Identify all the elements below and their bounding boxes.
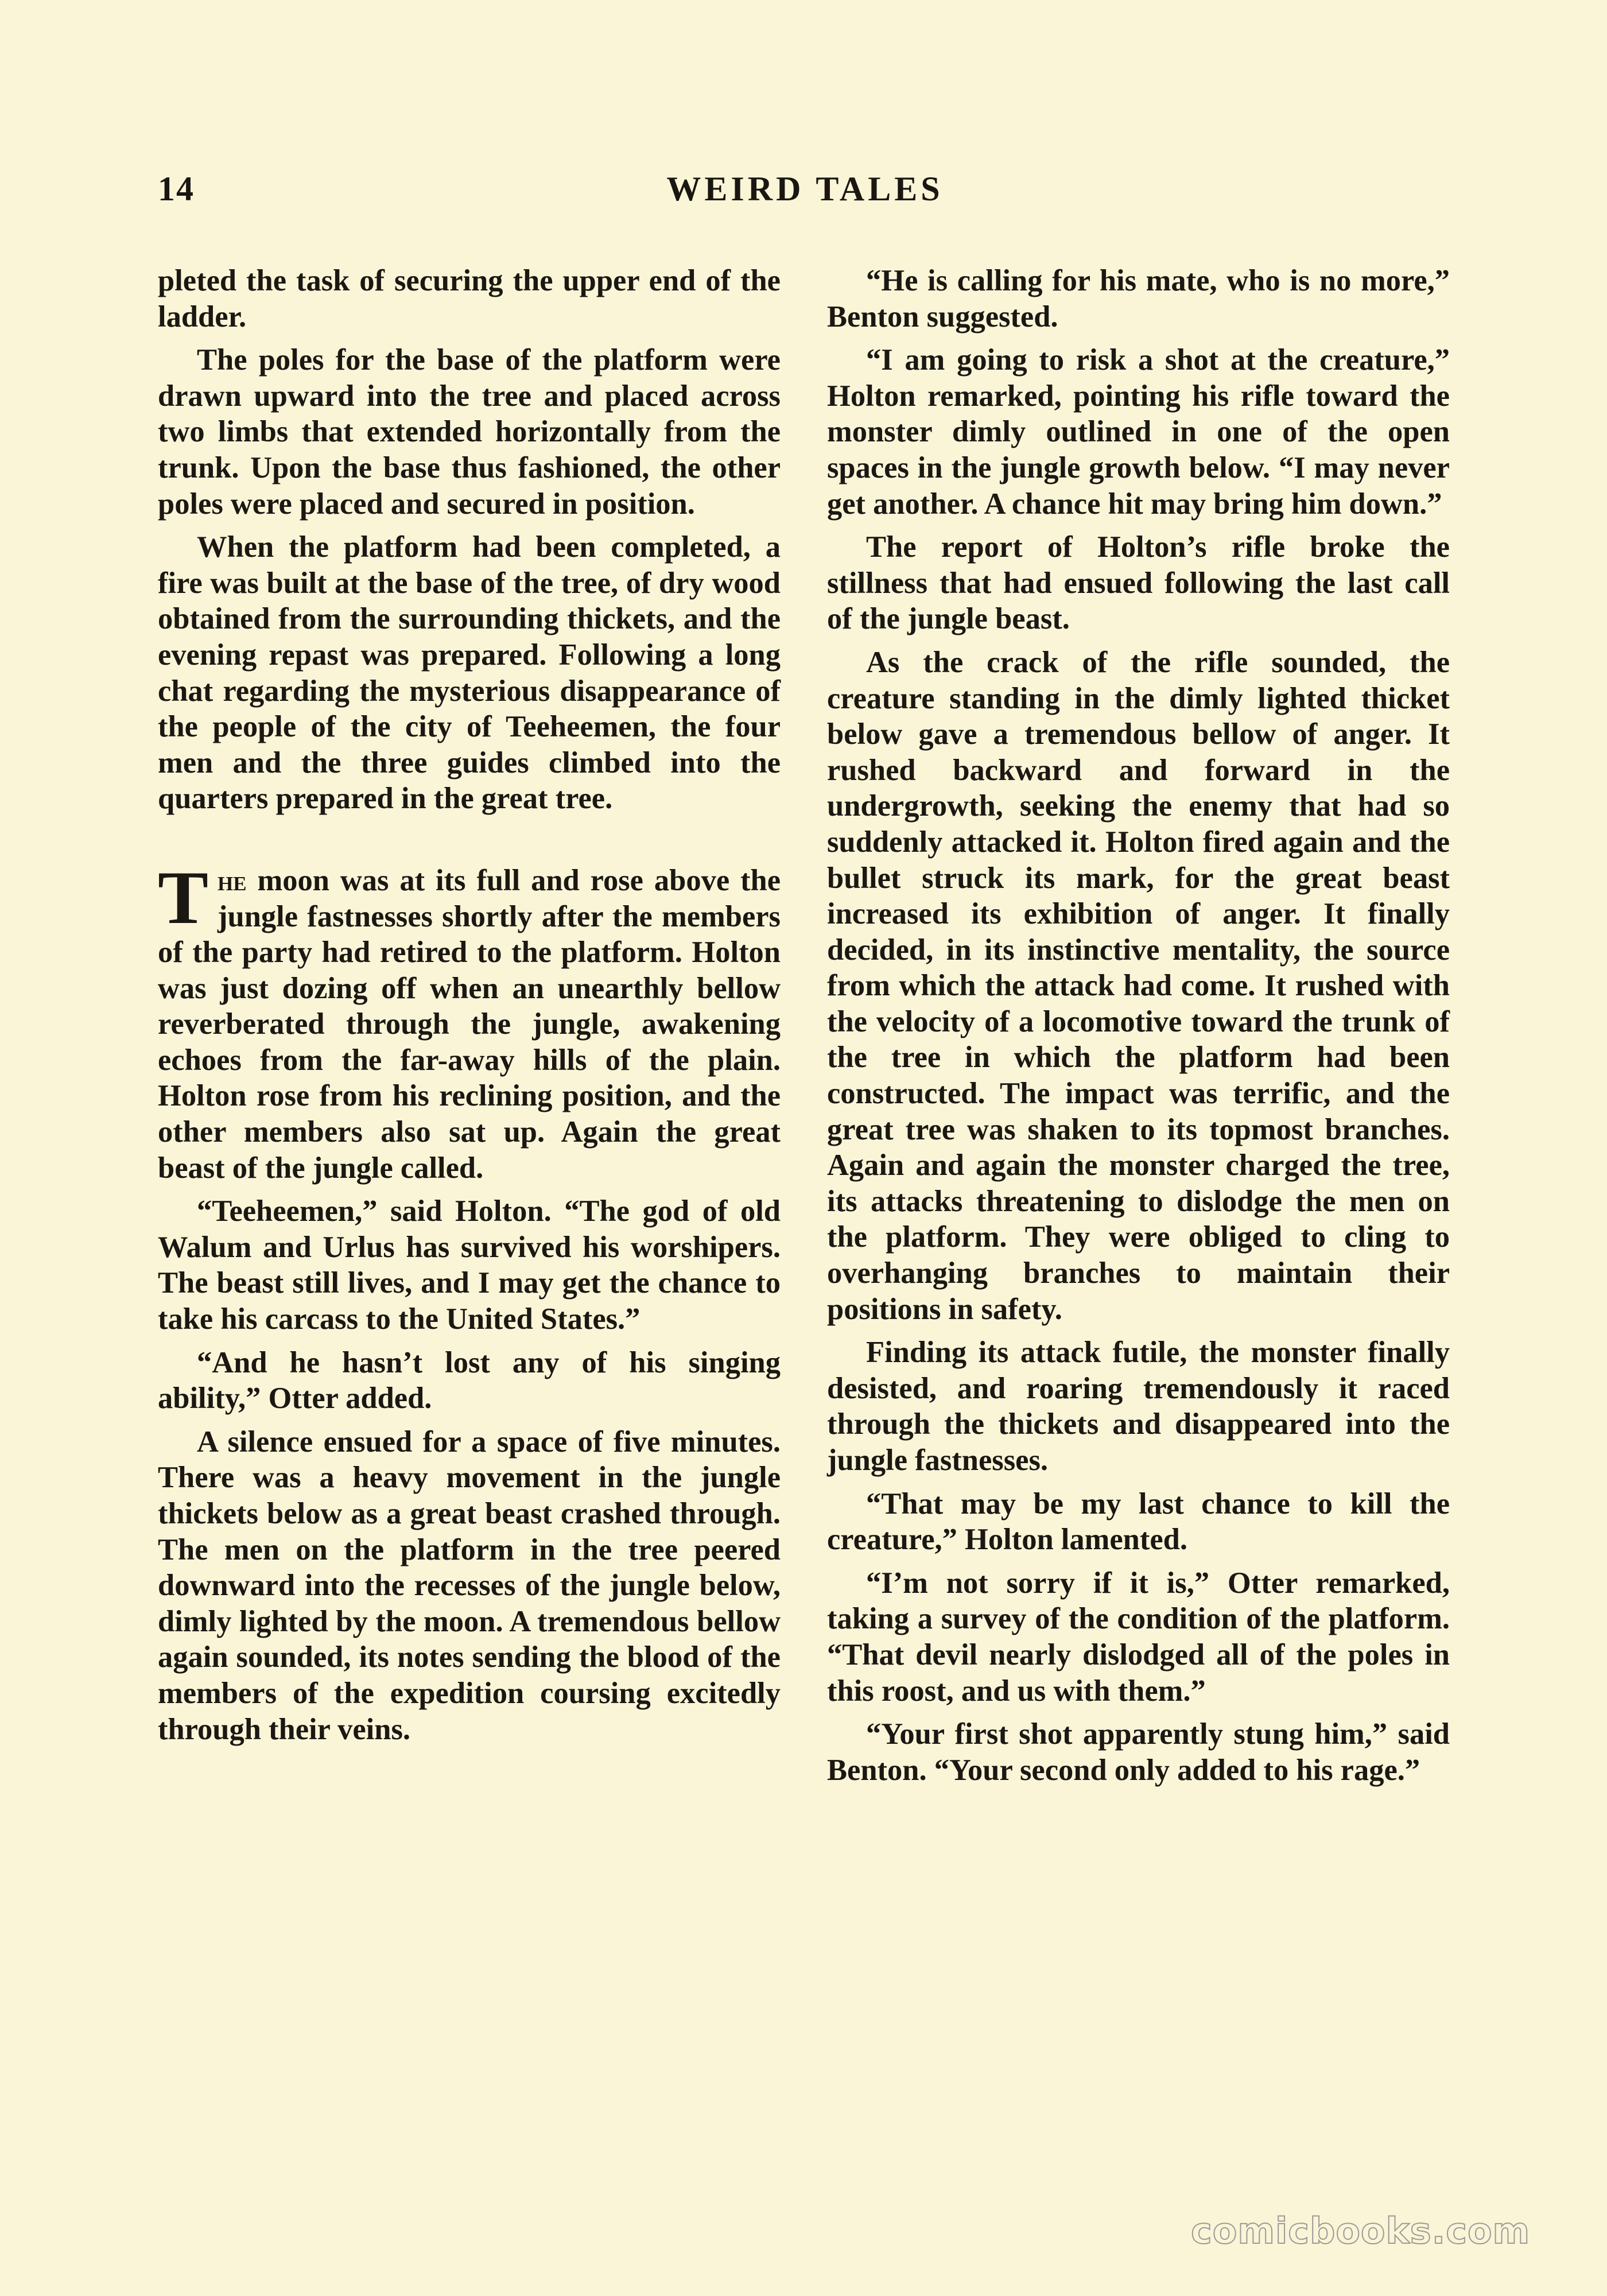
- right-column: [827, 263, 1450, 1795]
- paragraph: As the crack of the rifle sounded, the creature standing in the dimly lighted thicket below gave a tremendous bellow of anger. It rushed backward and forward in the undergrowth, seeking the enemy that had so suddenly attacked it. Holton fired again and the bullet struck its mark, for the great beast increased its exhibition of anger. It finally decided, in its instinctive mentality, the source from which the attack had come. It rushed with the velocity of a locomotive toward the trunk of the tree in which the platform had been constructed. The impact was terrific, and the great tree was shaken to its topmost branches. Again and again the monster charged the tree, its attacks threatening to dislodge the men on the platform. They were obliged to cling to overhanging branches to maintain their positions in safety.: [827, 645, 1450, 1326]
- section-opening-paragraph: [158, 855, 781, 1186]
- paragraph: “That may be my last chance to kill the creature,” Holton lamented.: [827, 1487, 1450, 1557]
- watermark: comicbooks.com: [1191, 2210, 1531, 2252]
- left-column: [158, 263, 781, 1755]
- paragraph: The poles for the base of the platform were drawn upward into the tree and placed across two limbs that extended horizontally from the trunk. Upon the base thus fashioned, the other poles were placed and secured in position.: [158, 343, 781, 521]
- paragraph: When the platform had been completed, a fire was built at the base of the tree, of dry wood obtained from the surrounding thickets, and the evening repast was prepared. Following a long chat regarding the mysterious disappearance of the people of the city of Teeheemen, the four men and the three guides climbed into the quarters prepared in the great tree.: [158, 530, 781, 816]
- paragraph: The report of Holton’s rifle broke the stillness that had ensued following the last call of the jungle beast.: [827, 530, 1450, 636]
- paragraph: “Teeheemen,” said Holton. “The god of old Walum and Urlus has survived his worshipers. The beast still lives, and I may get the chance to take his carcass to the United States.”: [158, 1194, 781, 1336]
- small-caps-opening: he: [218, 864, 247, 897]
- running-title: WEIRD TALES: [666, 170, 944, 208]
- paragraph: pleted the task of securing the upper end of the ladder.: [158, 264, 781, 333]
- paragraph: “Your first shot apparently stung him,” said Benton. “Your second only added to his rage.”: [827, 1717, 1450, 1787]
- paragraph: “And he hasn’t lost any of his singing ability,” Otter added.: [158, 1345, 781, 1415]
- drop-cap: T: [158, 855, 209, 940]
- page-header: [158, 169, 1452, 227]
- paragraph: “He is calling for his mate, who is no more,” Benton suggested.: [827, 264, 1450, 333]
- paragraph: “I am going to risk a shot at the creature,” Holton remarked, pointing his rifle toward the monster dimly outlined in one of the open spaces in the jungle growth below. “I may never get another. A chance hit may bring him down.”: [827, 343, 1450, 521]
- paragraph-text: moon was at its full and rose above the jungle fastnesses shortly after the members of the party had retired to the platform. Holton was just dozing off when an unearthly bellow reverberated through the jungle, awakening echoes from the far-away hills of the plain. Holton rose from his reclining position, and the other members also sat up. Again the great beast of the jungle called.: [158, 863, 781, 1185]
- paragraph: Finding its attack futile, the monster finally desisted, and roaring tremendously it raced through the thickets and disappeared into the jungle fastnesses.: [827, 1336, 1450, 1477]
- paragraph: A silence ensued for a space of five minutes. There was a heavy movement in the jungle thickets below as a great beast crashed through. The men on the platform in the tree peered downward into the recesses of the jungle below, dimly lighted by the moon. A tremendous bellow again sounded, its notes sending the blood of the members of the expedition coursing excitedly through their veins.: [158, 1425, 781, 1746]
- page-number: 14: [158, 170, 195, 208]
- paragraph: “I’m not sorry if it is,” Otter remarked, taking a survey of the condition of the platform. “That devil nearly dislodged all of the poles in this roost, and us with them.”: [827, 1566, 1450, 1708]
